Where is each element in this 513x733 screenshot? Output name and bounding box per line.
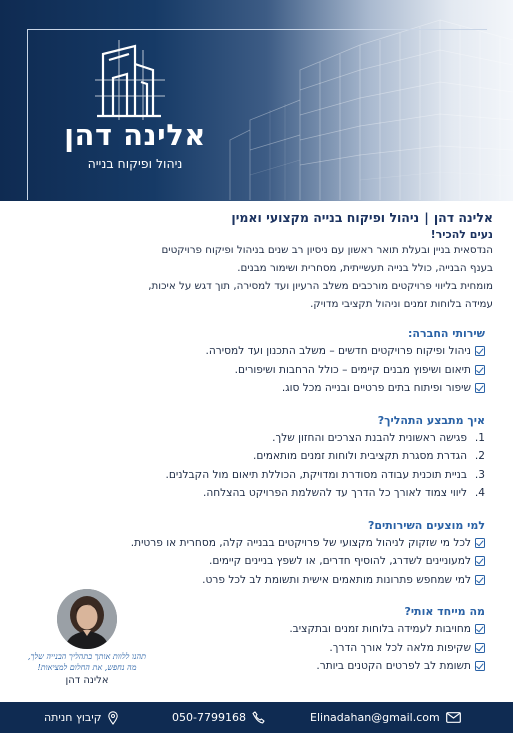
brand-subtitle: ניהול ופיקוח בנייה [87, 156, 183, 171]
checkbox-icon [475, 365, 485, 375]
intro-title-name: אלינה דהן [433, 210, 493, 225]
greeting: נעים להכיר! [430, 228, 493, 241]
contact-footer [0, 702, 513, 733]
envelope-icon [446, 712, 461, 723]
services-section [13, 327, 493, 398]
list-item-text: שיפור ופיתוח בתים פרטיים ובנייה מכל סוג. [281, 382, 471, 394]
intro-title [13, 210, 493, 225]
checkbox-icon [475, 538, 485, 548]
step-number: 3. [474, 468, 485, 481]
location-text: קיבוץ חניתה [44, 711, 102, 724]
list-item [13, 379, 493, 398]
checkbox-icon [475, 346, 485, 356]
email-text[interactable]: Elinadahan@gmail.com [310, 711, 440, 724]
avatar [57, 589, 117, 649]
email-contact[interactable] [310, 702, 461, 733]
list-item [13, 571, 493, 590]
checkbox-icon [475, 556, 485, 566]
checkbox-icon [475, 575, 485, 585]
list-item-text: מחויבות לעמידה בלוחות זמנים ובתקציב. [289, 623, 471, 635]
audience-title: למי מוצעים השירותים? [368, 518, 485, 532]
phone-icon [252, 711, 265, 724]
checkbox-icon [475, 643, 485, 653]
checkbox-icon [475, 383, 485, 393]
intro-line: עמידה בלוחות זמנים וניהול תקציבי מדויק. [310, 298, 493, 310]
list-item-text: שקיפות מלאה לכל אורך הדרך. [329, 641, 471, 654]
checkbox-icon [475, 624, 485, 634]
intro-line: מומחית בליווי פרויקטים מורכבים משלב הרעיון ועד למסירה, תוך דגש על איכות, [148, 280, 493, 292]
list-item-text: למעוניינים לשדרג, להוסיף חדרים, או לשפץ בניינים קיימים. [208, 555, 471, 567]
location-contact [44, 702, 118, 733]
intro-paragraph [13, 241, 493, 313]
list-item [13, 534, 493, 553]
portrait-image [57, 589, 117, 649]
quote-line: תהנו ללוות אותך בתהליך הבנייה שלך, [27, 652, 147, 661]
step-number: 1. [474, 431, 485, 444]
services-title: שירותי החברה: [408, 327, 485, 340]
list-item [13, 342, 493, 361]
signature-name: אלינה דהן [65, 675, 109, 686]
brand-name: אלינה דהן [64, 118, 206, 152]
intro-line: בענף הבנייה, כולל בנייה תעשייתית, מסחרית ושימור מבנים. [237, 262, 493, 274]
intro-line: הנדסאית בניין ובעלת תואר ראשון עם ניסיון רב שנים בניהול ופיקוח פרויקטים [161, 244, 493, 256]
list-item [13, 361, 493, 380]
checkbox-icon [475, 661, 485, 671]
step-text: הגדרת מסגרת תקציבית ולוחות זמנים מותאמים. [253, 450, 467, 462]
process-step [13, 429, 493, 448]
process-title: איך מתבצע התהליך? [377, 413, 485, 427]
process-section [13, 414, 493, 503]
process-step [13, 484, 493, 503]
list-item-text: לכל מי שזקוק לניהול מקצועי של פרויקטים בבנייה קלה, מסחרית או פרטית. [130, 536, 471, 549]
frame-line-top [27, 29, 487, 30]
step-number: 4. [474, 487, 485, 499]
step-text: פגישה ראשונית להבנת הצרכים והחזון שלך. [272, 431, 467, 444]
list-item [13, 552, 493, 571]
list-item-text: תיאום ושיפוץ מבנים קיימים – כולל הרחבות ושיפורים. [234, 363, 471, 376]
header-banner [0, 0, 513, 201]
phone-text[interactable]: 050-7799168 [172, 711, 246, 724]
audience-section [13, 519, 493, 590]
intro-title-separator: | [424, 210, 429, 225]
intro-title-desc: ניהול ופיקוח בנייה מקצועי ואמין [231, 210, 420, 225]
signature-quote [12, 651, 162, 673]
list-item-text: תשומת לב לפרטים הקטנים ביותר. [316, 660, 471, 672]
list-item-text: ניהול ופיקוח פרויקטים חדשים – משלב התכנון ועד למסירה. [205, 345, 471, 357]
process-step [13, 466, 493, 485]
step-text: בניית תוכנית עבודה מסודרת ומדויקת, הכוללת תיאום מול הקבלנים. [165, 468, 467, 481]
step-number: 2. [474, 450, 485, 462]
list-item-text: למי שמחפש פתרונות מותאמים אישית ותשומת לב לכל פרט. [202, 573, 471, 586]
process-step [13, 447, 493, 466]
quote-line: מה נחפש, את החלום למציאות! [37, 663, 137, 672]
location-pin-icon [108, 711, 118, 725]
step-text: ליווי צמוד לאורך כל הדרך עד להשלמת הפרויקט בהצלחה. [202, 487, 467, 499]
frame-line-left [27, 29, 28, 200]
building-logo-icon [95, 40, 165, 120]
unique-title: מה מייחד אותי? [404, 605, 485, 618]
phone-contact[interactable] [172, 702, 265, 733]
